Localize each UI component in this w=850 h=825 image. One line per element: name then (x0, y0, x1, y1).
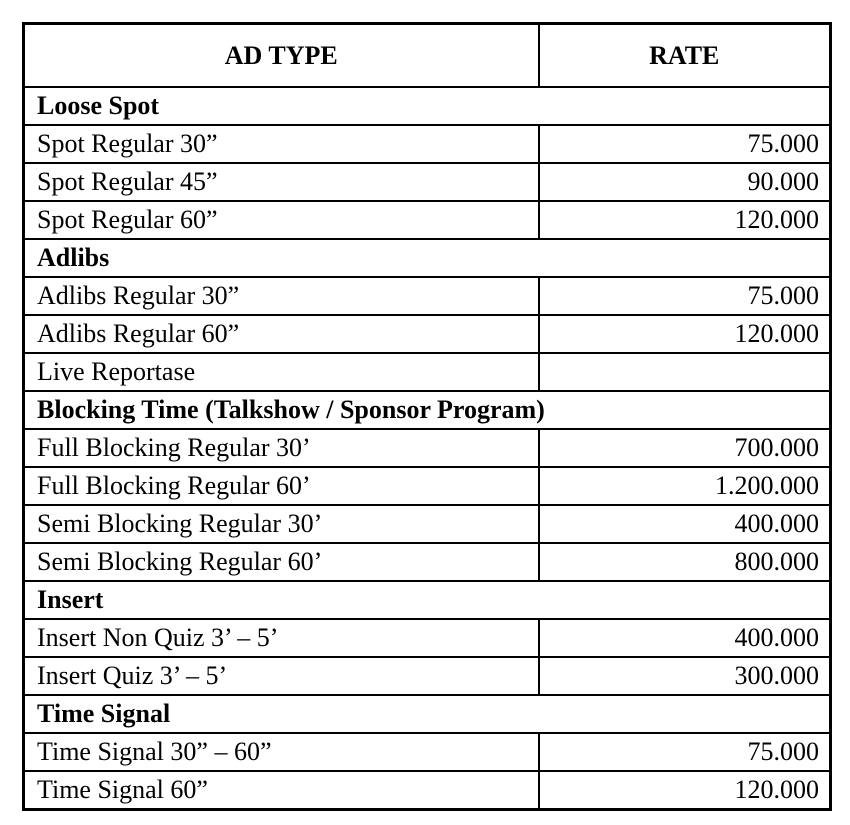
table-row (24, 505, 831, 543)
rate-cell: 800.000 (539, 543, 831, 581)
table-row (24, 201, 831, 239)
ad-type-cell: Spot Regular 60” (24, 201, 539, 239)
rate-cell: 75.000 (539, 733, 831, 771)
table-row (24, 543, 831, 581)
section-label: Adlibs (24, 239, 831, 277)
section-row (24, 581, 831, 619)
section-row (24, 239, 831, 277)
ad-type-cell: Semi Blocking Regular 60’ (24, 543, 539, 581)
section-row (24, 391, 831, 429)
table-row (24, 429, 831, 467)
table-row (24, 771, 831, 810)
col-header-rate: RATE (539, 24, 831, 88)
section-label: Time Signal (24, 695, 831, 733)
table-row (24, 125, 831, 163)
rate-cell: 120.000 (539, 201, 831, 239)
table-row (24, 467, 831, 505)
rate-cell: 120.000 (539, 315, 831, 353)
rate-cell (539, 353, 831, 391)
table-row (24, 733, 831, 771)
rate-cell: 120.000 (539, 771, 831, 810)
rate-cell: 75.000 (539, 277, 831, 315)
section-label: Insert (24, 581, 831, 619)
ad-type-cell: Full Blocking Regular 60’ (24, 467, 539, 505)
col-header-ad-type: AD TYPE (24, 24, 539, 88)
table-row (24, 353, 831, 391)
ad-type-cell: Adlibs Regular 60” (24, 315, 539, 353)
table-row (24, 315, 831, 353)
table-row (24, 657, 831, 695)
ad-type-cell: Spot Regular 30” (24, 125, 539, 163)
section-row (24, 87, 831, 125)
section-label: Loose Spot (24, 87, 831, 125)
table-row (24, 163, 831, 201)
rate-cell: 700.000 (539, 429, 831, 467)
ad-type-cell: Time Signal 30” – 60” (24, 733, 539, 771)
rate-cell: 300.000 (539, 657, 831, 695)
ad-type-cell: Live Reportase (24, 353, 539, 391)
rate-cell: 90.000 (539, 163, 831, 201)
ad-type-cell: Adlibs Regular 30” (24, 277, 539, 315)
ad-type-cell: Insert Quiz 3’ – 5’ (24, 657, 539, 695)
table-row (24, 619, 831, 657)
table-row (24, 277, 831, 315)
section-row (24, 695, 831, 733)
ad-type-cell: Insert Non Quiz 3’ – 5’ (24, 619, 539, 657)
ad-type-cell: Time Signal 60” (24, 771, 539, 810)
ad-type-cell: Full Blocking Regular 30’ (24, 429, 539, 467)
ad-rate-table (22, 22, 832, 811)
ad-type-cell: Semi Blocking Regular 30’ (24, 505, 539, 543)
rate-cell: 1.200.000 (539, 467, 831, 505)
table-body (24, 87, 831, 810)
header-row (24, 24, 831, 88)
section-label: Blocking Time (Talkshow / Sponsor Program) (24, 391, 831, 429)
rate-cell: 400.000 (539, 619, 831, 657)
rate-cell: 400.000 (539, 505, 831, 543)
rate-cell: 75.000 (539, 125, 831, 163)
ad-type-cell: Spot Regular 45” (24, 163, 539, 201)
